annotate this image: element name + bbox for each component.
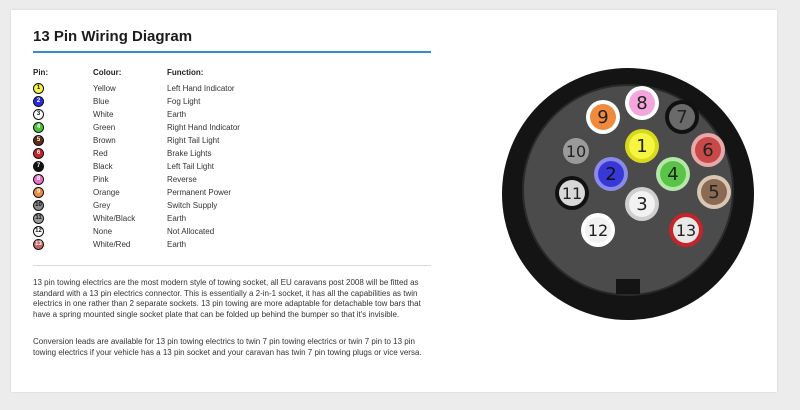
socket-key-notch	[616, 279, 640, 294]
colour-cell: Green	[93, 123, 116, 132]
socket-pin-label: 2	[605, 164, 617, 185]
socket-pin-label: 9	[597, 107, 609, 128]
function-cell: Reverse	[167, 175, 197, 184]
socket-pin-2	[594, 157, 628, 191]
socket-pin-label: 11	[561, 184, 583, 203]
header-pin: Pin:	[33, 68, 49, 77]
socket-pin-label: 4	[667, 164, 679, 185]
socket-pin-label: 13	[675, 221, 697, 240]
colour-cell: Yellow	[93, 84, 116, 93]
table-row	[11, 148, 431, 161]
socket-pin-label: 12	[587, 221, 609, 240]
table-row	[11, 226, 431, 239]
content-card	[11, 10, 777, 392]
function-cell: Right Tail Light	[167, 136, 220, 145]
function-cell: Left Hand Indicator	[167, 84, 235, 93]
function-cell: Permanent Power	[167, 188, 232, 197]
table-row	[11, 96, 431, 109]
socket-pin-12	[581, 213, 615, 247]
header-colour: Colour:	[93, 68, 122, 77]
socket-pin-10	[559, 134, 593, 168]
pin-number-badge: 12	[33, 226, 44, 237]
pin-number-badge: 10	[33, 200, 44, 211]
socket-pin-label: 7	[676, 107, 688, 128]
table-row	[11, 213, 431, 226]
intro-paragraph: 13 pin towing electrics are the most modern style of towing socket, all EU caravans post 2008 will be fitted as standard with a 13 pin electrics connector. This is essentially a 2-in-1 socket, it has all the capabilities as twin electrics in one rather than 2 separate sockets. 13 pin towing are more adaptable for detachable tow bars that have a spring mounted single socket plate that can be folded up behind the bumper so that it's invisible.	[33, 278, 421, 319]
conversion-paragraph: Conversion leads are available for 13 pin towing electrics to twin 7 pin towing electrics or twin 7 pin to 13 pin towing electrics if your vehicle has a 13 pin socket and your caravan has twin 7 pin towing plugs or vice versa.	[33, 337, 422, 357]
pin-number-badge: 4	[33, 122, 44, 133]
socket-pin-8	[625, 86, 659, 120]
table-row	[11, 161, 431, 174]
title-underline	[33, 51, 431, 53]
colour-cell: Orange	[93, 188, 120, 197]
socket-pin-3	[625, 187, 659, 221]
socket-diagram	[500, 66, 756, 322]
socket-pin-label: 10	[565, 142, 587, 161]
function-cell: Left Tail Light	[167, 162, 214, 171]
header-function: Function:	[167, 68, 204, 77]
pin-number-badge: 1	[33, 83, 44, 94]
pin-number-badge: 7	[33, 161, 44, 172]
section-divider	[33, 265, 431, 266]
page-title: 13 Pin Wiring Diagram	[33, 28, 193, 45]
function-cell: Earth	[167, 240, 187, 249]
socket-pin-label: 5	[708, 182, 720, 203]
colour-cell: White	[93, 110, 114, 119]
socket-pin-label: 3	[636, 194, 648, 215]
pin-number-badge: 5	[33, 135, 44, 146]
socket-pin-9	[586, 100, 620, 134]
socket-pin-label: 1	[636, 136, 648, 157]
function-cell: Earth	[167, 214, 187, 223]
table-row	[11, 109, 431, 122]
table-row	[11, 135, 431, 148]
socket-pin-13	[669, 213, 703, 247]
pin-number-badge: 9	[33, 187, 44, 198]
colour-cell: Black	[93, 162, 113, 171]
colour-cell: None	[93, 227, 113, 236]
table-row	[11, 187, 431, 200]
table-row	[11, 83, 431, 96]
pin-number-badge: 11	[33, 213, 44, 224]
colour-cell: Red	[93, 149, 108, 158]
socket-pin-1	[625, 129, 659, 163]
function-cell: Not Allocated	[167, 227, 215, 236]
socket-pin-11	[555, 176, 589, 210]
socket-pin-4	[656, 157, 690, 191]
colour-cell: White/Red	[93, 240, 131, 249]
function-cell: Earth	[167, 110, 187, 119]
colour-cell: Grey	[93, 201, 111, 210]
colour-cell: Blue	[93, 97, 110, 106]
function-cell: Fog Light	[167, 97, 201, 106]
function-cell: Right Hand Indicator	[167, 123, 240, 132]
colour-cell: White/Black	[93, 214, 136, 223]
pin-number-badge: 8	[33, 174, 44, 185]
socket-pin-7	[665, 100, 699, 134]
colour-cell: Brown	[93, 136, 116, 145]
table-row	[11, 200, 431, 213]
socket-pin-6	[691, 133, 725, 167]
socket-pin-label: 6	[702, 140, 714, 161]
table-row	[11, 122, 431, 135]
pin-number-badge: 6	[33, 148, 44, 159]
table-row	[11, 174, 431, 187]
pin-number-badge: 2	[33, 96, 44, 107]
socket-pin-label: 8	[636, 93, 648, 114]
table-row	[11, 239, 431, 252]
function-cell: Switch Supply	[167, 201, 218, 210]
colour-cell: Pink	[93, 175, 109, 184]
pin-number-badge: 13	[33, 239, 44, 250]
pin-number-badge: 3	[33, 109, 44, 120]
socket-pin-5	[697, 175, 731, 209]
wiring-table	[11, 83, 431, 252]
function-cell: Brake Lights	[167, 149, 212, 158]
